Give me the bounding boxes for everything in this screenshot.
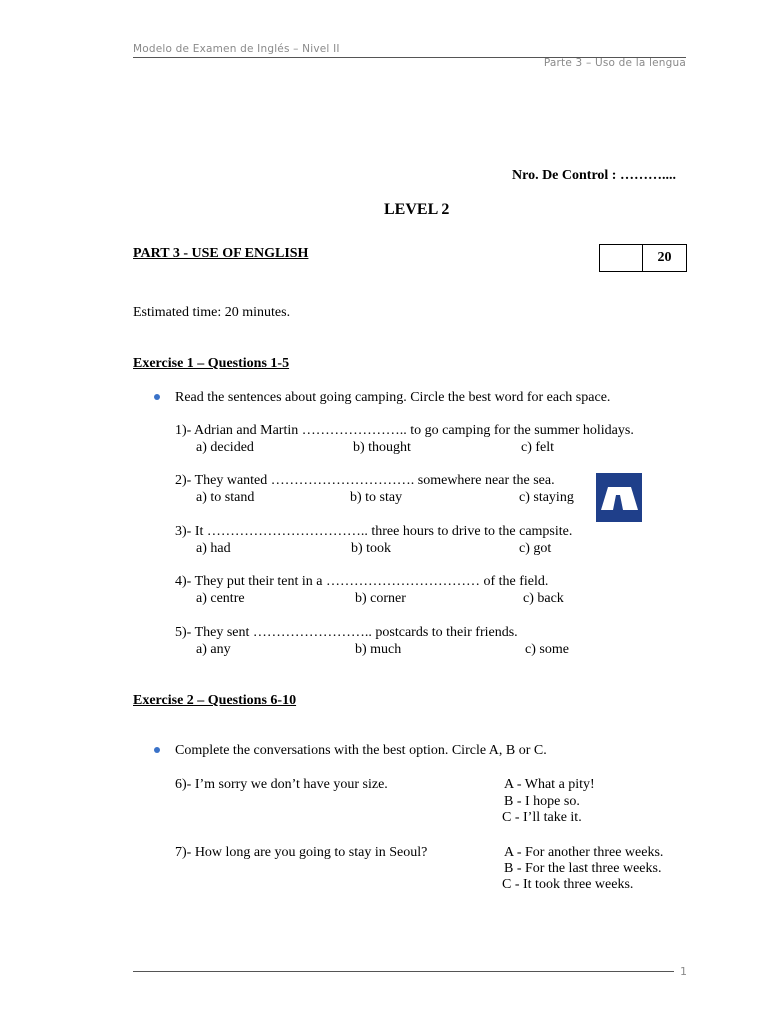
- page-number: 1: [680, 965, 687, 978]
- question-7: 7)- How long are you going to stay in Seoul?: [175, 845, 428, 860]
- control-number: Nro. De Control : ………....: [512, 168, 676, 183]
- q2-option-c[interactable]: c) staying: [519, 490, 574, 505]
- q7-option-c[interactable]: C - It took three weeks.: [502, 877, 634, 892]
- score-earned: [600, 245, 642, 271]
- header-left: Modelo de Examen de Inglés – Nivel II: [133, 43, 340, 55]
- estimated-time: Estimated time: 20 minutes.: [133, 305, 291, 320]
- question-3: 3)- It …………………………….. three hours to drive to the campsite.: [175, 524, 573, 539]
- part-title: PART 3 - USE OF ENGLISH: [133, 246, 309, 261]
- header-right: Parte 3 – Uso de la lengua: [543, 57, 686, 69]
- ex1-instruction: Read the sentences about going camping. Circle the best word for each space.: [175, 390, 611, 405]
- footer-rule: [133, 971, 674, 972]
- q5-option-b[interactable]: b) much: [355, 642, 402, 657]
- score-total: 20: [657, 250, 672, 265]
- question-6: 6)- I’m sorry we don’t have your size.: [175, 777, 388, 792]
- q6-option-c[interactable]: C - I’ll take it.: [502, 810, 582, 825]
- bullet-icon: [154, 394, 160, 400]
- q5-option-a[interactable]: a) any: [196, 642, 231, 657]
- q4-option-b[interactable]: b) corner: [355, 591, 406, 606]
- bullet-icon: [154, 747, 160, 753]
- q3-option-a[interactable]: a) had: [196, 541, 231, 556]
- q1-option-a[interactable]: a) decided: [196, 440, 254, 455]
- q6-option-a[interactable]: A - What a pity!: [504, 777, 595, 792]
- q3-option-c[interactable]: c) got: [519, 541, 552, 556]
- q5-option-c[interactable]: c) some: [525, 642, 569, 657]
- q4-option-c[interactable]: c) back: [523, 591, 564, 606]
- question-5: 5)- They sent …………………….. postcards to their friends.: [175, 625, 518, 640]
- q1-option-c[interactable]: c) felt: [521, 440, 555, 455]
- ex1-title: Exercise 1 – Questions 1-5: [133, 356, 290, 371]
- tent-icon: [596, 473, 642, 522]
- ex2-title: Exercise 2 – Questions 6-10: [133, 693, 297, 708]
- q2-option-b[interactable]: b) to stay: [350, 490, 403, 505]
- question-2: 2)- They wanted …………………………. somewhere near the sea.: [175, 473, 555, 488]
- level-title: LEVEL 2: [384, 201, 450, 218]
- q1-option-b[interactable]: b) thought: [353, 440, 411, 455]
- question-4: 4)- They put their tent in a …………………………… of the field.: [175, 574, 549, 589]
- q6-option-b[interactable]: B - I hope so.: [504, 794, 580, 809]
- q7-option-b[interactable]: B - For the last three weeks.: [504, 861, 662, 876]
- q3-option-b[interactable]: b) took: [351, 541, 392, 556]
- q2-option-a[interactable]: a) to stand: [196, 490, 255, 505]
- question-1: 1)- Adrian and Martin ………………….. to go camping for the summer holidays.: [175, 423, 634, 438]
- score-box: [599, 244, 687, 272]
- q7-option-a[interactable]: A - For another three weeks.: [504, 845, 664, 860]
- ex2-instruction: Complete the conversations with the best option. Circle A, B or C.: [175, 743, 547, 758]
- q4-option-a[interactable]: a) centre: [196, 591, 245, 606]
